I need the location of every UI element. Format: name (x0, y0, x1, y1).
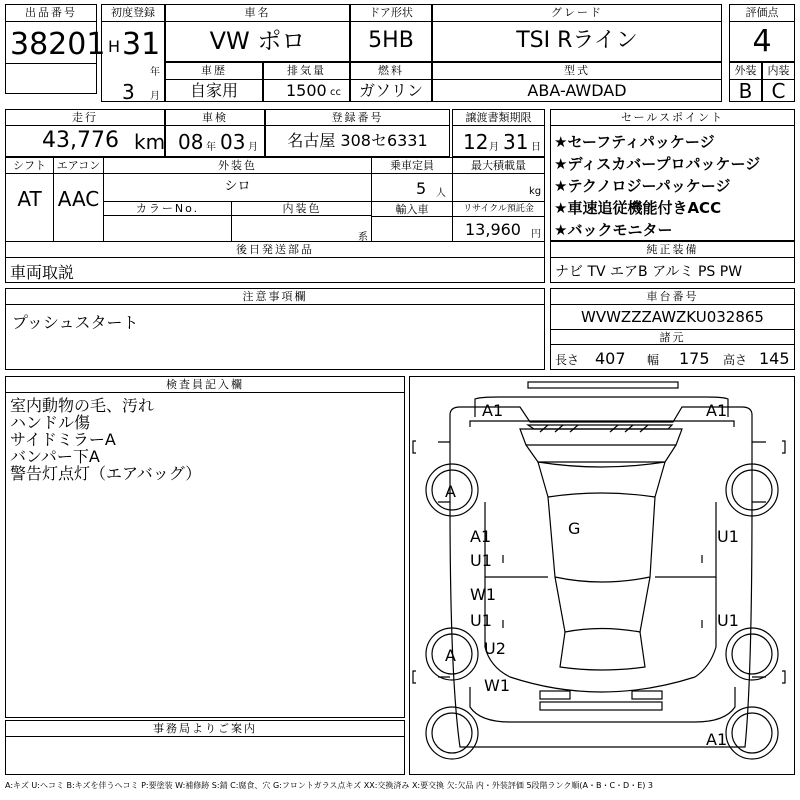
displacement-unit: cc (330, 87, 341, 98)
inspection-year-unit: 年 (206, 142, 216, 153)
inspector-note: サイドミラーA (10, 431, 116, 448)
fuel-box (350, 62, 432, 102)
exterior-grade-label: 外装 (730, 63, 761, 80)
shift-cell (6, 158, 54, 241)
score-label: 評価点 (730, 5, 794, 22)
mileage-unit: km (134, 130, 166, 154)
car-diagram (410, 377, 794, 774)
capacity-label: 乗車定員 (372, 158, 452, 174)
displacement-box (263, 62, 350, 102)
lot-number-box (5, 4, 106, 94)
transfer-month-unit: 月 (489, 142, 499, 153)
ac-cell (54, 158, 104, 241)
width-label: 幅 (647, 353, 660, 367)
spec-grid (5, 157, 545, 242)
model-box (432, 62, 722, 102)
fuel-label: 燃料 (351, 63, 431, 80)
history-label: 車歴 (166, 63, 262, 80)
exterior-grade-box (729, 62, 762, 102)
transfer-label: 譲渡書類期限 (453, 110, 544, 126)
score-box (729, 4, 795, 62)
inspector-notes-label: 検査員記入欄 (6, 377, 404, 393)
car-diagram-box (409, 376, 795, 775)
inspector-notes-list (6, 393, 404, 482)
capacity-cell (372, 158, 453, 241)
recycle-label: リサイクル預託金 (453, 201, 544, 217)
door-box (350, 4, 432, 62)
door-type: 5HB (368, 28, 414, 53)
chassis-label: 車台番号 (551, 289, 794, 305)
month-unit: 月 (150, 91, 160, 102)
first-registration-box (101, 4, 165, 102)
equipment: ナビ TV エアB アルミ PS PW (555, 264, 743, 280)
registration-month: 3 (122, 80, 135, 104)
first-registration-label: 初度登録 (102, 5, 164, 22)
sales-points-list (551, 126, 794, 241)
later-parts-label: 後日発送部品 (6, 242, 544, 258)
inspection-month: 03 (220, 130, 246, 154)
inspector-note: ハンドル傷 (10, 414, 91, 431)
sales-point: ★車速追従機能付きACC (554, 199, 722, 217)
office-label: 事務局よりご案内 (6, 721, 404, 737)
mark-left-rear-quarter2: W1 (484, 676, 510, 695)
plate: 名古屋 308セ6331 (287, 131, 428, 150)
chassis-box (550, 288, 795, 370)
interior-grade-label: 内装 (763, 63, 794, 80)
office-box (5, 720, 405, 775)
car-name: VW ポロ (209, 27, 306, 55)
inspection-label: 車検 (166, 110, 264, 126)
inspection-box (165, 109, 265, 157)
width: 175 (679, 349, 710, 368)
color: シロ (224, 179, 251, 194)
mark-front-right: A1 (706, 401, 728, 420)
recycle-unit: 円 (531, 229, 541, 240)
inspector-note: バンパー下A (10, 448, 100, 465)
caution-label: 注意事項欄 (6, 289, 544, 305)
mark-front-left-wheel: A (445, 482, 456, 501)
displacement-label: 排気量 (264, 63, 349, 80)
capacity-unit: 人 (436, 188, 446, 199)
mark-front-left: A1 (482, 401, 504, 420)
door-label: ドア形状 (351, 5, 431, 22)
dims-label: 諸元 (551, 329, 794, 345)
mileage-box (5, 109, 165, 157)
mark-left-rear-quarter: U2 (484, 639, 506, 658)
sales-points-box (550, 109, 795, 241)
plate-box (265, 109, 450, 157)
capacity: 5 (416, 179, 427, 198)
history-box (165, 62, 263, 102)
transfer-day-unit: 日 (531, 142, 541, 153)
sales-point: ★テクノロジーパッケージ (554, 177, 731, 195)
color-no-label: カラーNo. (104, 201, 232, 216)
sales-point: ★ディスカバープロパッケージ (554, 155, 761, 173)
sales-points-label: セールスポイント (551, 110, 794, 126)
model: ABA-AWDAD (527, 81, 627, 100)
equipment-label: 純正装備 (551, 242, 794, 258)
interior-grade-box (762, 62, 795, 102)
history: 自家用 (189, 81, 238, 100)
mileage: 43,776 (42, 128, 119, 153)
fuel: ガソリン (358, 81, 423, 100)
sales-point: ★セーフティパッケージ (554, 133, 715, 151)
era: H (108, 37, 121, 56)
score: 4 (752, 24, 772, 59)
displacement: 1500 (286, 81, 327, 100)
mark-left-rear-door2: U1 (470, 611, 492, 630)
mark-right-front-door: U1 (717, 527, 739, 546)
mark-rear-left-wheel: A (445, 646, 456, 665)
interior-color-unit: 系 (358, 232, 368, 243)
transfer-month: 12 (463, 130, 489, 154)
mark-left-front-door: A1 (470, 527, 492, 546)
length-label: 長さ (555, 353, 580, 367)
color-label: 外装色 (104, 158, 371, 174)
year-unit: 年 (150, 67, 160, 78)
mark-glass: G (568, 519, 581, 538)
import-label: 輸入車 (372, 201, 452, 217)
inspection-month-unit: 月 (248, 142, 258, 153)
inspector-notes-box (5, 376, 405, 718)
sales-point: ★バックモニター (554, 221, 673, 239)
color-cell (104, 158, 372, 241)
mileage-label: 走行 (6, 110, 164, 126)
interior-color-label: 内装色 (282, 202, 322, 215)
mark-rear: A1 (706, 730, 728, 749)
ac-label: エアコン (54, 158, 103, 174)
recycle: 13,960 (465, 220, 521, 239)
inspection-year: 08 (178, 130, 204, 154)
car-name-label: 車名 (166, 5, 349, 22)
model-label: 型式 (433, 63, 721, 80)
length: 407 (595, 349, 626, 368)
registration-year: 31 (122, 27, 161, 62)
load-label: 最大積載量 (453, 158, 544, 174)
transfer-day: 31 (503, 130, 529, 154)
mark-left-front-door2: U1 (470, 551, 492, 570)
later-parts-box (5, 241, 545, 283)
exterior-grade: B (738, 80, 753, 102)
chassis-number: WVWZZZAWZKU032865 (581, 308, 764, 326)
ac: AAC (57, 187, 100, 211)
later-parts: 車両取説 (10, 263, 75, 282)
grade-label: グレード (433, 5, 721, 22)
inspector-note: 室内動物の毛、汚れ (10, 397, 155, 414)
shift: AT (17, 187, 42, 211)
height-label: 高さ (723, 353, 748, 367)
inspector-note: 警告灯点灯（エアバッグ） (10, 465, 202, 482)
grade: TSI Rライン (516, 28, 638, 53)
damage-legend: A:キズ U:ヘコミ B:キズを伴うヘコミ P:要塗装 W:補修跡 S:錆 C:腐食、穴 G:フロントガラス点キズ XX:交換済み X:要交換 欠:欠品 内・外装評価 5段階ランク順(A・B・C・D・E) 3 (5, 781, 654, 790)
lot-number: 38201 (10, 27, 106, 62)
interior-grade: C (771, 80, 786, 102)
shift-label: シフト (6, 158, 53, 174)
grade-box (432, 4, 722, 62)
load-cell (453, 158, 544, 241)
mark-right-rear-door: U1 (717, 611, 739, 630)
plate-label: 登録番号 (266, 110, 449, 126)
caution: プッシュスタート (12, 313, 139, 332)
equipment-box (550, 241, 795, 283)
transfer-box (452, 109, 545, 157)
caution-box (5, 288, 545, 370)
car-name-box (165, 4, 350, 62)
mark-left-rear-door: W1 (470, 585, 496, 604)
height: 145 (759, 349, 790, 368)
lot-number-label: 出品番号 (6, 5, 96, 22)
load-unit: kg (529, 186, 542, 197)
